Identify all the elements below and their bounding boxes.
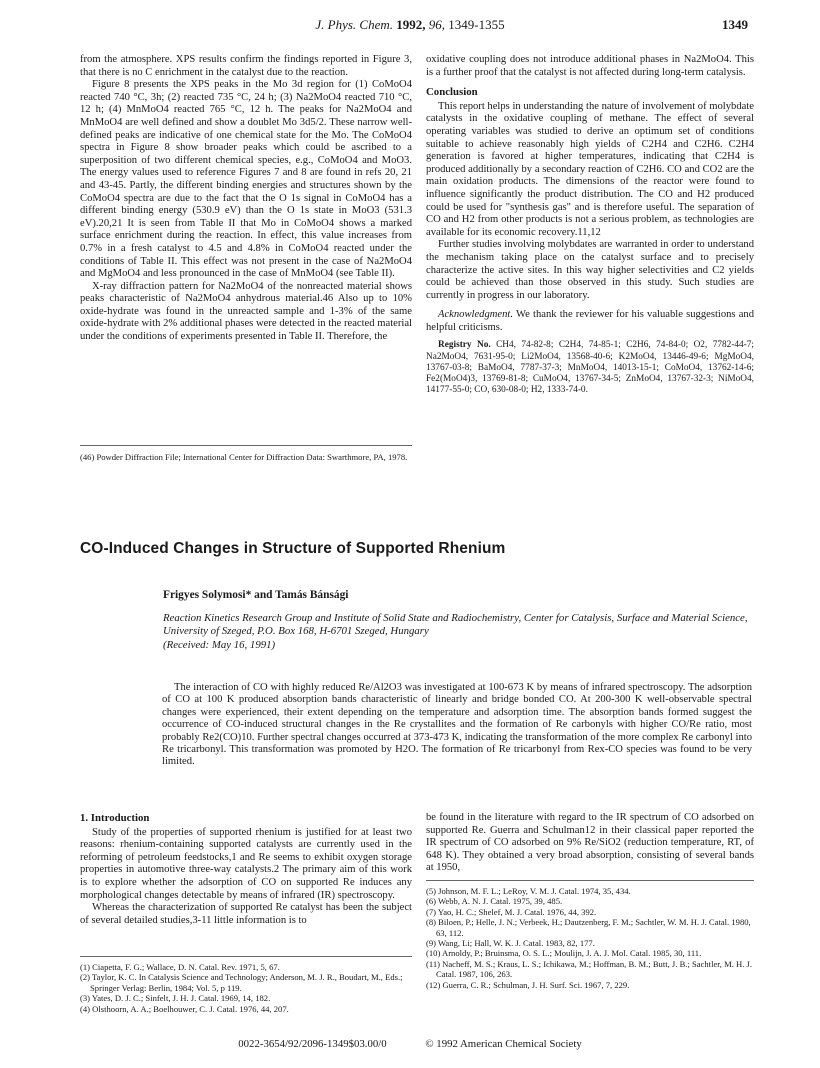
footnote-8: (8) Biloen, P.; Helle, J. N.; Verbeek, H.; Dautzenberg, F. M.; Sachtler, W. M. H. J. Catal. 1980, 63, 112. bbox=[426, 917, 751, 938]
registry-label: Registry No. bbox=[438, 340, 491, 351]
registry-text: CH4, 74-82-8; C2H4, 74-85-1; C2H6, 74-84-0; O2, 7782-44-7; Na2MoO4, 7631-95-0; Li2MoO4, 13568-40-6; K2MoO4, 13446-49-6; MgMoO4, 13767-03-8; BaMoO4, 7787-37-3; MnMoO4, 14013-15-1; CoMoO4, 13762-14-6; Fe2(MoO4)3, 13769-81-8; CuMoO4, 13767-34-5; ZnMoO4, 13767-32-3; NiMoO4, 14177-55-0; CO, 630-08-0; H2, 1333-74-0. bbox=[426, 340, 755, 396]
right-column bbox=[426, 54, 754, 396]
intro-right-footnotes bbox=[426, 886, 754, 990]
footnote-4: (4) Olsthoorn, A. A.; Boelhouwer, C. J. Catal. 1976, 44, 207. bbox=[80, 1003, 289, 1014]
conclusion-paragraph-2: Further studies involving molybdates are warranted in order to understand the mechanism taking place on the catalyst surface and to precisely characterize the active sites. In this way higher selectivities and C2 yields could be achieved than those observed in this study. Such studies are currently in progress in our laboratory. bbox=[426, 239, 754, 301]
page-footer bbox=[0, 1038, 820, 1050]
right-paragraph-1: oxidative coupling does not introduce additional phases in Na2MoO4. This is a further proof that the catalyst is not affected during long-term catalysis. bbox=[426, 54, 754, 78]
intro-right-column bbox=[426, 812, 754, 875]
introduction-heading: 1. Introduction bbox=[80, 812, 150, 824]
acknowledgment-label: Acknowledgment. bbox=[438, 309, 514, 321]
left-paragraph-3: X-ray diffraction pattern for Na2MoO4 of the nonreacted material shows peaks characteristic of Na2MoO4 anhydrous material.46 Also up to 10% oxide-hydrate was found in the unreacted sample and 1-3% of the same oxide-hydrate with 2% additional phases were detected in the reacted material under the conditions of experiments presented in Table II. Therefore, the bbox=[80, 280, 412, 343]
article-authors: Frigyes Solymosi* and Tamás Bánsági bbox=[163, 589, 349, 601]
article-title: CO-Induced Changes in Structure of Supported Rhenium bbox=[80, 540, 506, 557]
left-column bbox=[80, 54, 412, 344]
intro-left-footnotes bbox=[80, 962, 412, 1014]
journal-pages: 1349-1355 bbox=[448, 17, 505, 32]
acknowledgment bbox=[426, 309, 754, 334]
received-date: (Received: May 16, 1991) bbox=[163, 638, 276, 651]
footnote-divider-intro-left bbox=[80, 956, 412, 957]
intro-left-column bbox=[80, 812, 412, 927]
footnote-12: (12) Guerra, C. R.; Schulman, J. H. Surf. Sci. 1967, 7, 229. bbox=[426, 979, 630, 990]
journal-volume: 96, bbox=[428, 17, 446, 32]
footnote-divider-intro-right bbox=[426, 880, 754, 881]
acknowledgment-text: We thank the reviewer for his valuable suggestions and helpful criticisms. bbox=[426, 309, 755, 333]
article-affiliation bbox=[163, 612, 763, 652]
footnote-7: (7) Yao, H. C.; Shelef, M. J. Catal. 1976, 44, 392. bbox=[426, 906, 597, 917]
footnote-6: (6) Webb, A. N. J. Catal. 1975, 39, 485. bbox=[426, 896, 563, 907]
footnote-2: (2) Taylor, K. C. In Catalysis Science and Technology; Anderson, M. J. R., Boudart, M., Eds.; Springer Verlag: Berlin, 1984; Vol. 5, p 119. bbox=[80, 972, 403, 993]
affiliation-text: Reaction Kinetics Research Group and Institute of Solid State and Radiochemistry, Center for Catalysis, Surface and Material Science, University of Szeged, P.O. Box 168, H-6701 Szeged, Hungary bbox=[163, 612, 748, 638]
footnote-10: (10) Arnoldy, P.; Bruinsma, O. S. L.; Moulijn, J. A. J. Mol. Catal. 1985, 30, 111. bbox=[426, 948, 702, 959]
copyright: © 1992 American Chemical Society bbox=[425, 1038, 582, 1050]
running-header bbox=[0, 14, 820, 34]
article-abstract bbox=[162, 682, 752, 769]
journal-citation bbox=[0, 17, 820, 33]
footnote-5: (5) Johnson, M. F. L.; LeRoy, V. M. J. Catal. 1974, 35, 434. bbox=[426, 886, 631, 896]
conclusion-paragraph-1: This report helps in understanding the nature of involvement of molybdate catalysts in the oxidative coupling of methane. The effect of several operating variables was studied to derive an optimum set of conditions suitable to achieve reasonably high yields of C2H4 and C2H6. C2H4 generation is favored at higher temperatures, indicating that C2H4 is produced additionally by a secondary reaction of C2H6. CO and CO2 are the main oxidation products. The dimensions of the reactor were found to influence significantly the product distribution. The CO and H2 produced could be used for "synthesis gas" and is therefore useful. The separation of CO and H2 from other products is not a serious problem, as technologies are available for its economic recovery.11,12 bbox=[426, 100, 754, 238]
journal-name: J. Phys. Chem. bbox=[315, 17, 394, 32]
intro-paragraph-1: Study of the properties of supported rhenium is justified for at least two reasons: rhenium-containing supported catalysts are currently used in the reforming of petroleum feedstocks,1 and Re seems to exhibit oxygen storage properties in automotive three-way catalysts.2 The primary aim of this work is to explore whether the adsorption of CO on supported Re induces any morphological changes detectable by means of infrared (IR) spectroscopy. bbox=[80, 826, 412, 901]
conclusion-heading: Conclusion bbox=[426, 86, 478, 99]
left-paragraph-1: from the atmosphere. XPS results confirm the findings reported in Figure 3, that there is no C enrichment in the catalyst due to the reaction. bbox=[80, 54, 412, 78]
abstract-text: The interaction of CO with highly reduced Re/Al2O3 was investigated at 100-673 K by means of infrared spectroscopy. The adsorption of CO at 100 K produced absorption bands characteristic of linearly and bridge bonded CO. At 200-300 K well-observable spectral changes were experienced, their extent depending on the temperature and adsorption time. The absorption bands formed suggest the occurrence of CO-induced structural changes in the Re crystallites and the formation of Re carbonyls with higher CO/Re ratio, most probably Re2(CO)10. Further spectral changes occurred at 373-473 K, indicating the transformation of the more complex Re carbonyl into Re tricarbonyl. This transformation was promoted by H2O. The formation of Re tricarbonyl from Rex-CO species was found to be very limited. bbox=[162, 682, 752, 768]
footnote-divider-left bbox=[80, 445, 412, 446]
left-footnote bbox=[80, 452, 412, 462]
footnote-1: (1) Ciapetta, F. G.; Wallace, D. N. Catal. Rev. 1971, 5, 67. bbox=[80, 962, 280, 972]
intro-paragraph-2: Whereas the characterization of supported Re catalyst has been the subject of several detailed studies,3-11 little information is to bbox=[80, 902, 412, 926]
journal-year: 1992, bbox=[396, 17, 426, 32]
footnote-46: (46) Powder Diffraction File; International Center for Diffraction Data: Swarthmore, PA, 1978. bbox=[80, 452, 408, 462]
left-paragraph-2: Figure 8 presents the XPS peaks in the Mo 3d region for (1) CoMoO4 reacted 740 °C, 3h; (2) reacted 735 °C, 24 h; (3) Na2MoO4 reacted 710 °C, 12 h; (4) MnMoO4 reacted 765 °C, 12 h. The peaks for Na2MoO4 and MnMoO4 are well defined and show a doublet Mo 3d5/2. These narrow well-defined peaks are indicative of one chemical state for the Mo. The CoMoO4 spectra in Figure 8 show broader peaks which could be ascribed to a superposition of two different chemical species, e.g., CoMoO4 and MoO3. The energy values used to reference Figures 7 and 8 are found in refs 20, 21 and 43-45. Partly, the different binding energies and structures shown by the CoMoO4 spectra are due to the fact that the O 1s signal in CoMoO4 has a different binding energy (530.9 eV) than the O 1s state in MoO3 (531.3 eV).20,21 It is seen from Table II that Mo in CoMoO4 shows a marked surface enrichment during the reaction. In effect, this value increases from 0.7% in a fresh catalyst to 4.5 and 4.8% in CoMoO4 reacted under the conditions of Table II. This effect was not present in the case of Na2MoO4 and MgMoO4 and less pronounced in the case of MnMoO4 (see Table II). bbox=[80, 79, 412, 280]
footnote-11: (11) Nacheff, M. S.; Kraus, L. S.; Ichikawa, M.; Hoffman, B. M.; Butt, J. B.; Sachtler, M. H. J. Catal. 1987, 106, 263. bbox=[426, 958, 753, 980]
footnote-9: (9) Wang, Li; Hall, W. K. J. Catal. 1983, 82, 177. bbox=[426, 938, 595, 949]
registry-numbers bbox=[426, 340, 754, 396]
page-number: 1349 bbox=[722, 17, 748, 32]
footnote-3: (3) Yates, D. J. C.; Sinfelt, J. H. J. Catal. 1969, 14, 182. bbox=[80, 993, 271, 1004]
article-code: 0022-3654/92/2096-1349$03.00/0 bbox=[238, 1038, 387, 1050]
intro-right-paragraph: be found in the literature with regard to the IR spectrum of CO adsorbed on supported Re. Guerra and Schulman12 in their classical paper reported the IR spectrum of CO adsorbed on 9% Re/SiO2 (reduction temperature, RT, of 648 K). They obtained a very broad absorption, consisting of several bands at 1950, bbox=[426, 812, 754, 874]
